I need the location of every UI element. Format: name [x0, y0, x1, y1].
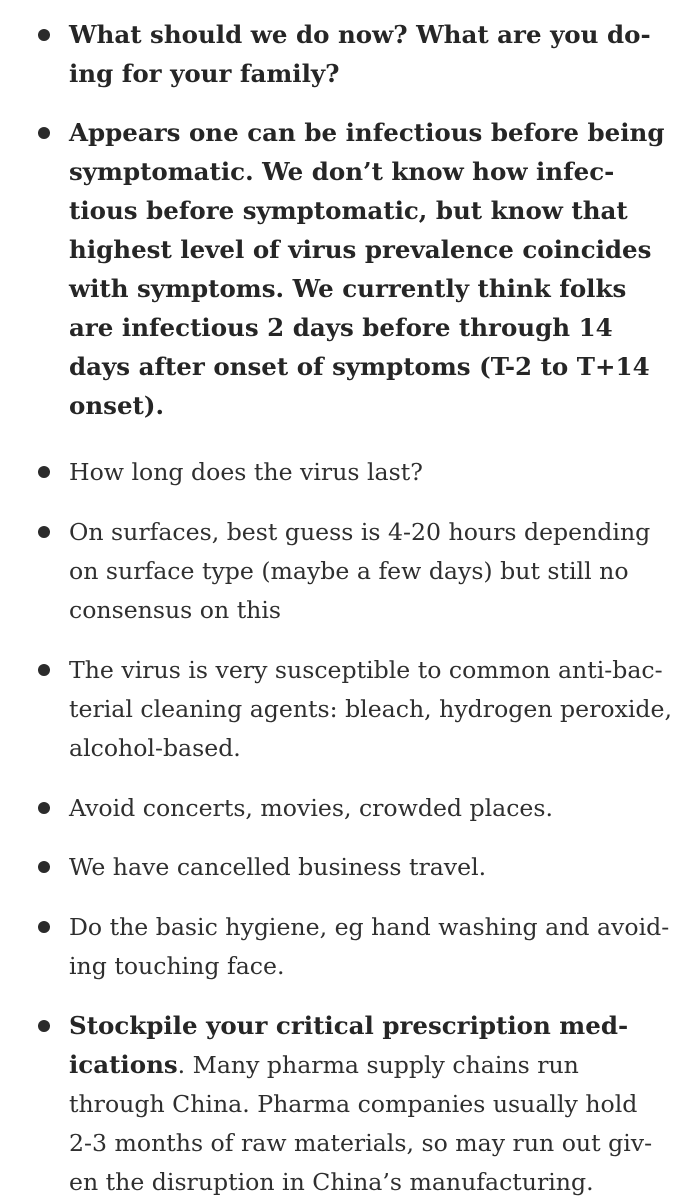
bullet-dot	[38, 802, 50, 814]
list-item-text-line: through China. Pharma companies usually hold	[69, 1090, 638, 1118]
list-item-text-line: terial cleaning agents: bleach, hydrogen peroxide,	[69, 695, 672, 723]
list-item-text-line: 2-3 months of raw materials, so may run out giv-	[69, 1129, 653, 1157]
list-item-text-line: days after onset of symptoms (T-2 to T+14	[69, 352, 650, 381]
list-item-text-line: How long does the virus last?	[69, 458, 423, 486]
list-item-text-line: We have cancelled business travel.	[69, 853, 487, 881]
list-item-text-line	[69, 1045, 579, 1085]
list-item-text-line: ing touching face.	[69, 952, 285, 980]
emphasis-text: Stockpile your critical prescription med-	[69, 1011, 629, 1040]
list-item-text-line: with symptoms. We currently think folks	[69, 274, 627, 303]
list-item-text-line: en the disruption in China’s manufacturing.	[69, 1168, 594, 1196]
list-item-text-line: consensus on this	[69, 596, 282, 624]
list-item-text-line: highest level of virus prevalence coincides	[69, 235, 652, 264]
list-item-text-line: are infectious 2 days before through 14	[69, 313, 613, 342]
bullet-dot	[38, 664, 50, 676]
bullet-dot	[38, 127, 50, 139]
bullet-dot	[38, 466, 50, 478]
list-item-text-line: On surfaces, best guess is 4-20 hours depending	[69, 518, 651, 546]
list-item-text-line: Avoid concerts, movies, crowded places.	[69, 794, 554, 822]
bullet-dot	[38, 861, 50, 873]
list-item-text-line: tious before symptomatic, but know that	[69, 196, 628, 225]
list-item-text-line: The virus is very susceptible to common anti-bac-	[69, 656, 663, 684]
list-item-text-line: ing for your family?	[69, 59, 340, 88]
list-item-text-line: What should we do now? What are you do-	[69, 20, 651, 49]
list-item-text-line: symptomatic. We don’t know how infec-	[69, 157, 615, 186]
bullet-dot	[38, 1020, 50, 1032]
list-item-text-line: onset).	[69, 391, 164, 420]
list-item-text-line: on surface type (maybe a few days) but still no	[69, 557, 629, 585]
list-item-text-line	[69, 1006, 628, 1046]
list-item-text-line: Appears one can be infectious before being	[69, 118, 665, 147]
bullet-dot	[38, 29, 50, 41]
emphasis-text: ications	[69, 1050, 178, 1079]
plain-text: . Many pharma supply chains run	[177, 1051, 579, 1079]
list-item-text-line: Do the basic hygiene, eg hand washing and avoid-	[69, 913, 670, 941]
bullet-dot	[38, 921, 50, 933]
list-item-text-line: alcohol-based.	[69, 734, 241, 762]
bullet-dot	[38, 526, 50, 538]
